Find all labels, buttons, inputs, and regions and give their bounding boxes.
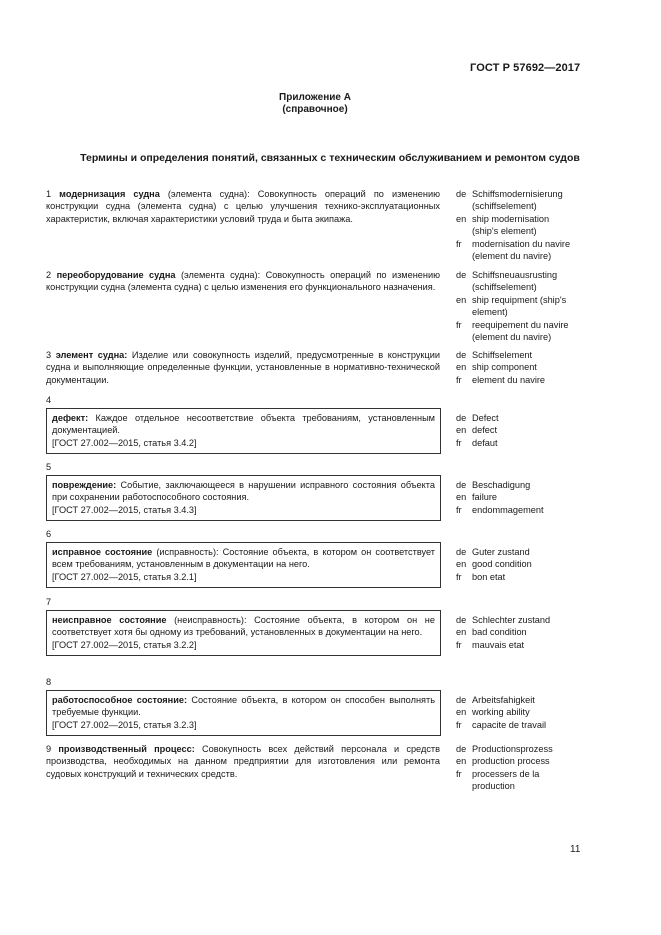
definition: 1 модернизация судна (элемента судна): Совокупность операций по изменению конструкции судна (элемента судна) с целью улучшения технико-эксплуатационных характеристик, включая характеристики условий труда и быта экипажа. bbox=[46, 189, 440, 224]
source-reference: [ГОСТ 27.002—2015, статья 3.4.2] bbox=[52, 437, 197, 448]
entry-number: 4 bbox=[46, 395, 52, 405]
definition: 9 производственный процесс: Совокупность всех действий персонала и средств производства, необходимых на данном предприятии для изготовления или ремонта судовых конструкций и технических средств. bbox=[46, 744, 440, 779]
foreign-equivalents: de Schiffselement en ship component fr element du navire bbox=[456, 350, 546, 385]
term: неисправное состояние bbox=[52, 615, 167, 625]
term: элемент судна: bbox=[55, 350, 128, 360]
section-title: Термины и определения понятий, связанных с техническим обслуживанием и ремонтом судов bbox=[80, 152, 580, 164]
entry-number: 8 bbox=[46, 677, 52, 687]
definition-box: работоспособное состояние: Состояние объекта, в котором он способен выполнять требуемые функции. [ГОСТ 27.002—2015, статья 3.2.3] bbox=[46, 690, 441, 736]
source-reference: [ГОСТ 27.002—2015, статья 3.2.2] bbox=[52, 639, 197, 650]
foreign-equivalents: de Schlechter zustand en bad condition fr mauvais etat bbox=[456, 615, 551, 650]
source-reference: [ГОСТ 27.002—2015, статья 3.4.3] bbox=[52, 504, 197, 515]
standard-number: ГОСТ Р 57692—2017 bbox=[470, 62, 581, 74]
term: исправное состояние bbox=[52, 547, 153, 557]
term: переоборудование судна bbox=[56, 270, 176, 280]
entry-number: 7 bbox=[46, 597, 52, 607]
foreign-equivalents: de Productionsprozess en production process fr processers de la production bbox=[456, 744, 553, 792]
page-number: 11 bbox=[570, 844, 581, 855]
appendix-heading bbox=[200, 92, 430, 116]
foreign-equivalents: de Defect en defect fr defaut bbox=[456, 413, 499, 448]
term: производственный процесс: bbox=[58, 744, 195, 754]
foreign-equivalents: de Arbeitsfahigkeit en working ability fr capacite de travail bbox=[456, 695, 547, 730]
appendix-subtitle: (справочное) bbox=[282, 104, 348, 115]
definition-box: неисправное состояние (неисправность): Состояние объекта, в котором он не соответствует хотя бы одному из требований, установленных в документации на него. [ГОСТ 27.002—2015, статья 3.2.2] bbox=[46, 610, 441, 656]
definition: 3 элемент судна: Изделие или совокупность изделий, предусмотренные в конструкции судна и выполняющие определенные функции, установленные в нормативно-технической документации. bbox=[46, 350, 440, 385]
foreign-equivalents: de Beschadigung en failure fr endommagement bbox=[456, 480, 544, 515]
definition-box: дефект: Каждое отдельное несоответствие объекта требованиям, установленным документацией. [ГОСТ 27.002—2015, статья 3.4.2] bbox=[46, 408, 441, 454]
term: модернизация судна bbox=[59, 189, 160, 199]
appendix-title: Приложение А bbox=[279, 92, 351, 103]
source-reference: [ГОСТ 27.002—2015, статья 3.2.1] bbox=[52, 571, 197, 582]
foreign-equivalents: de Guter zustand en good condition fr bon etat bbox=[456, 547, 532, 582]
foreign-equivalents: de Schiffsmodernisierung (schiffselement) en ship modernisation (ship's element) fr modernisation du navire (element du navire) bbox=[456, 189, 571, 262]
definition-box: повреждение: Событие, заключающееся в нарушении исправного состояния объекта при сохранении работоспособного состояния. [ГОСТ 27.002—2015, статья 3.4.3] bbox=[46, 475, 441, 521]
entry-number: 6 bbox=[46, 529, 52, 539]
term: повреждение: bbox=[52, 480, 117, 490]
source-reference: [ГОСТ 27.002—2015, статья 3.2.3] bbox=[52, 719, 197, 730]
term: дефект: bbox=[52, 413, 89, 423]
foreign-equivalents: de Schiffsneuausrusting (schiffselement) en ship requipment (ship's element) fr reequipement du navire (element du navire) bbox=[456, 270, 569, 343]
definition: 2 переоборудование судна (элемента судна): Совокупность операций по изменению конструкции судна (элемента судна) с целью изменения его функционального назначения. bbox=[46, 270, 441, 293]
term: работоспособное состояние: bbox=[52, 695, 188, 705]
entry-number: 5 bbox=[46, 462, 52, 472]
definition-box: исправное состояние (исправность): Состояние объекта, в котором он соответствует всем требованиям, установленным в документации на него. [ГОСТ 27.002—2015, статья 3.2.1] bbox=[46, 542, 441, 588]
